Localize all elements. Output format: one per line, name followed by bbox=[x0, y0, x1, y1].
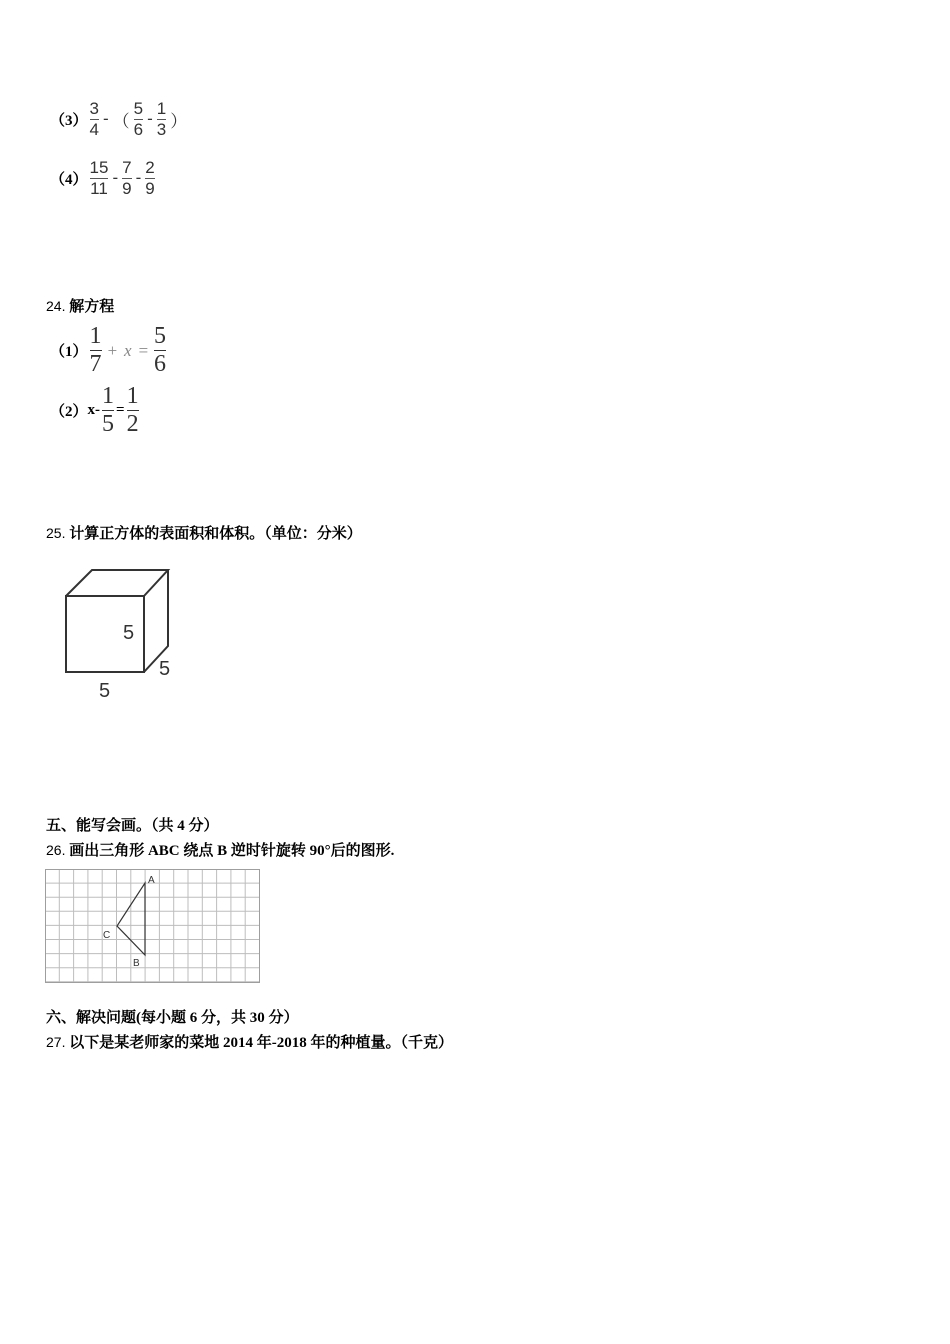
left-paren: （ bbox=[112, 111, 130, 131]
q24-item2-prefix: x- bbox=[87, 402, 101, 419]
minus-sign: - bbox=[102, 109, 109, 129]
q24-item2-label: （2） bbox=[50, 404, 88, 421]
question-title: 画出三角形 ABC 绕点 B 逆时针旋转 90°后的图形. bbox=[69, 843, 395, 859]
grid-figure bbox=[45, 869, 262, 985]
section6-title: 六、解决问题(每小题 6 分，共 30 分） bbox=[46, 1010, 299, 1026]
right-paren: ） bbox=[170, 111, 188, 131]
minus-sign: - bbox=[147, 109, 153, 129]
minus-sign: - bbox=[112, 168, 119, 188]
q27-heading bbox=[46, 1031, 453, 1052]
question-title: 计算正方体的表面积和体积。（单位：分米） bbox=[69, 526, 362, 542]
plus-sign: + bbox=[106, 340, 118, 360]
question-number: 24. bbox=[46, 298, 66, 314]
question-number: 26. bbox=[46, 842, 66, 858]
section5-title: 五、能写会画。（共 4 分） bbox=[46, 818, 219, 834]
q23-item3-label: （3） bbox=[50, 112, 88, 129]
q23-item4 bbox=[50, 159, 157, 198]
q24-item2 bbox=[50, 384, 141, 437]
cube-top-face bbox=[66, 570, 168, 596]
fraction-2-9: $\frac{2}{9}$ bbox=[145, 158, 155, 198]
q24-item1-label: （1） bbox=[50, 344, 88, 361]
q24-heading bbox=[46, 295, 114, 316]
q25-heading bbox=[46, 522, 362, 543]
q23-item3 bbox=[50, 100, 189, 139]
question-number: 25. bbox=[46, 525, 66, 541]
cube-side-face bbox=[144, 570, 168, 672]
fraction-1-3: $\frac{1}{3}$ bbox=[156, 99, 167, 139]
fraction-3-4: $\frac{3}{4}$ bbox=[89, 99, 99, 139]
equals-sign: = bbox=[116, 402, 125, 419]
point-label-c: C bbox=[103, 930, 111, 941]
question-title: 解方程 bbox=[69, 299, 115, 315]
q23-item4-label: （4） bbox=[50, 171, 88, 188]
q24-item1 bbox=[50, 324, 168, 377]
cube-depth-label: 5 bbox=[159, 658, 171, 680]
fraction-7-9: $\frac{7}{9}$ bbox=[122, 158, 132, 198]
fraction-5-6: $\frac{5}{6}$ bbox=[133, 99, 144, 139]
fraction-15-11: $\frac{15}{11}$ bbox=[89, 158, 109, 198]
cube-height-label: 5 bbox=[123, 622, 135, 644]
question-title: 以下是某老师家的菜地 2014 年-2018 年的种植量。（千克） bbox=[69, 1035, 453, 1051]
fraction-1-7: $\frac{1}{7}$ bbox=[89, 323, 102, 378]
cube-figure bbox=[55, 560, 190, 705]
grid-border bbox=[46, 870, 260, 983]
fraction-1-5: $\frac{1}{5}$ bbox=[102, 383, 115, 438]
fraction-5-6: $\frac{5}{6}$ bbox=[154, 323, 167, 378]
point-label-b: B bbox=[133, 958, 140, 969]
fraction-1-2: $\frac{1}{2}$ bbox=[126, 383, 139, 438]
equals-sign: = bbox=[137, 340, 150, 360]
q26-heading bbox=[46, 839, 394, 860]
cube-width-label: 5 bbox=[99, 680, 111, 702]
question-number: 27. bbox=[46, 1034, 66, 1050]
minus-sign: - bbox=[135, 168, 142, 188]
variable-x: x bbox=[124, 340, 132, 360]
point-label-a: A bbox=[148, 875, 155, 886]
